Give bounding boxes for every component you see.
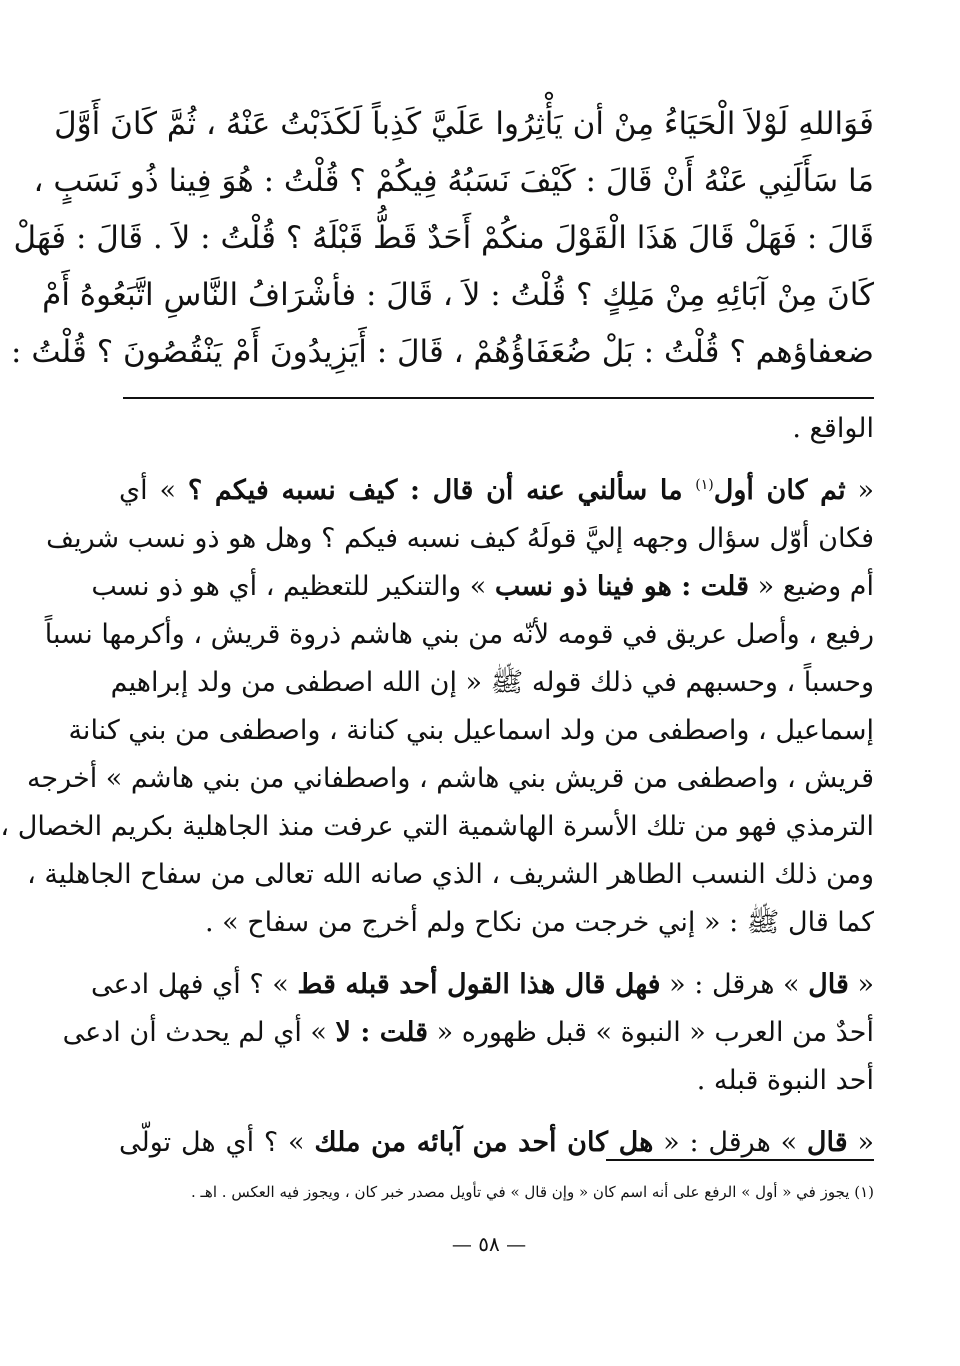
quoted-phrase: قال [808,969,849,1000]
commentary-line: وحسباً ، وحسبهم في ذلك قوله ﷺ « إن الله اصطفى من ولد إبراهيم [110,667,874,698]
commentary-line: « قال » هرقل : « فهل قال هذا القول أحد قبله قط » ؟ أي فهل ادعى [91,969,874,1000]
hadith-text [11,96,874,381]
commentary-line: إسماعيل ، واصطفى من ولد اسماعيل بني كنانة ، واصطفى من بني كنانة [68,715,874,746]
commentary-line: فكان أوّل سؤال وجهه إليَّ قولَهُ كيف نسبه فيكم ؟ وهل هو ذو نسب شريف [46,523,874,554]
quoted-phrase: فهل قال هذا القول أحد قبله قط [297,969,661,1000]
hadith-line: مَا سَأَلَنِي عَنْهُ أَنْ قَالَ : كَيْفَ نَسَبُهُ فِيكُمْ ؟ قُلْتُ : هُوَ فِينا ذُو نَسَبٍ ، [33,163,874,199]
hadith-line: ضعفاؤهم ؟ قُلْتُ : بَلْ ضُعَفَاؤُهُمْ ، قَالَ : أَيَزِيدُونَ أَمْ يَنْقُصُونَ ؟ قُلْتُ : [11,334,874,370]
commentary-text [0,405,874,1167]
commentary-line: أم وضيع « قلت : هو فينا ذو نسب » والتنكير للتعظيم ، أي هو ذو نسب [91,571,874,602]
quoted-phrase: قال [806,1127,848,1158]
hadith-divider-rule [123,397,874,399]
quoted-phrase: قلت : هو فينا ذو نسب [494,571,750,602]
commentary-line: قريش ، واصطفى من قريش بني هاشم ، واصطفاني من بني هاشم » أخرجه [26,763,874,794]
commentary-line: الترمذي فهو من تلك الأسرة الهاشمية التي عرفت منذ الجاهلية بكريم الخصال ، [0,811,874,842]
commentary-line: « ثم كان أول$^{(١)}$ ما سألني عنه أن قال : كيف نسبه فيكم ؟ » أي [119,475,874,506]
hadith-line: فَوَاللهِ لَوْلاَ الْحَيَاءُ مِنْ أن يَأْثِرُوا عَلَيَّ كَذِباً لَكَذَبْتُ عَنْهُ ، ثُمَّ كَانَ أَوَّلَ [54,106,874,142]
quoted-phrase: ثم كان أول [713,475,846,506]
hadith-line: قَالَ : فَهَلْ قَالَ هَذَا الْقَوْلَ منكُمْ أَحَدٌ قَطُّ قَبْلَهُ ؟ قُلْتُ : لاَ . قَالَ : فَهَلْ [13,220,874,256]
commentary-line: رفيع ، وأصل عريق في قومه لأنّه من بني هاشم ذروة قريش ، وأكرمها نسباً [44,619,874,650]
quoted-phrase: هل كان أحد من آبائه من ملك [314,1127,654,1158]
footnote-divider-rule [606,1159,874,1161]
quoted-phrase: ما سألني عنه أن قال : كيف نسبه فيكم ؟ [187,475,696,506]
page-number: — ٥٨ — [451,1232,527,1256]
footnote: (١) يجوز في « أول » الرفع على أنه اسم كان « وإن قال » في تأويل مصدر خبر كان ، ويجوز فيه العكس . اهـ . [191,1183,874,1201]
commentary-line: أحدٌ من العرب « النبوة » قبل ظهوره « قلت : لا » أي لم يحدث أن ادعى [62,1017,874,1048]
footnote-marker: (١) [695,477,714,493]
commentary-line: « قال » هرقل : « هل كان أحد من آبائه من ملك » ؟ أي هل تولّى [119,1127,874,1158]
hadith-line: كَانَ مِنْ آبَائِهِ مِنْ مَلِكٍ ؟ قُلْتُ : لاَ ، قَالَ : فأشْرَافُ النَّاسِ اتَّبَعُوهُ أَمْ [42,277,874,313]
commentary-line: كما قال ﷺ : « إني خرجت من نكاح ولم أخرج من سفاح » . [204,907,874,938]
commentary-line: أحد النبوة قبله . [696,1065,874,1096]
commentary-line: ومن ذلك النسب الطاهر الشريف ، الذي صانه الله تعالى من سفاح الجاهلية ، [27,859,874,890]
commentary-line: الواقع . [792,413,874,444]
quoted-phrase: قلت : لا [335,1017,429,1048]
